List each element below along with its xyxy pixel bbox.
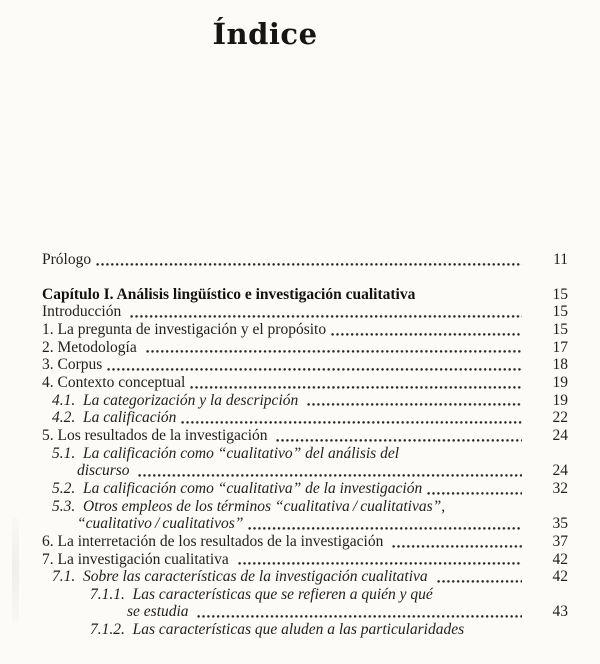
dot-leader [96,262,522,267]
dot-leader [248,526,522,531]
page-number: 35 [552,515,568,533]
page-number: 24 [552,426,568,444]
page-number: 15 [552,303,568,321]
toc-entry-text: 7. La investigación cualitativa [42,550,233,568]
dot-leader [438,596,522,601]
dot-leader [331,332,522,337]
toc-entry [42,251,568,269]
toc-entry-text: 7.1.1. Las características que se refieren a quién y qué [90,585,433,603]
page-number: 43 [552,603,568,621]
page-number: 19 [552,373,568,391]
toc-entry [42,303,568,321]
toc-entry-text: Introducción [42,303,126,321]
page-number: 15 [552,320,568,338]
dot-leader [276,438,522,443]
dot-leader [138,473,522,478]
page-number: 24 [552,462,568,480]
toc-entry-text: 5.3. Otros empleos de los términos “cualitativa / cualitativas”, [52,497,446,515]
title-wrap [0,15,530,53]
dot-leader [146,349,522,354]
page-number: 37 [552,532,568,550]
page-title: Índice [212,17,318,51]
toc-entry-text: 3. Corpus [42,356,103,374]
toc-entry-text: 6. La interretación de los resultados de la investigación [42,532,388,550]
dot-leader [420,296,522,301]
page-number: 17 [552,338,568,356]
dot-leader [107,367,522,372]
toc-entry [42,339,568,357]
toc-entry-text: 2. Metodología [42,338,141,356]
toc-entry [42,533,568,551]
dot-leader [130,314,522,319]
dot-leader [238,561,522,566]
toc-entry [42,392,568,410]
toc-entry-text: Prólogo [42,251,92,268]
toc-entry [42,480,568,498]
toc-entry-text: 5. Los resultados de la investigación [42,426,272,444]
toc-list [42,251,568,639]
toc-entry [42,586,568,604]
dot-leader [450,508,522,513]
dot-leader [469,632,522,637]
toc-entry [42,445,568,463]
toc-entry [42,603,568,621]
page-number: 42 [552,550,568,568]
toc-entry [42,621,568,639]
toc-entry-text: 5.2. La calificación como “cualitativa” de la investigación [52,479,423,497]
toc-entry [42,551,568,569]
toc-entry [42,568,568,586]
page-number: 19 [552,391,568,409]
page-number: 11 [553,251,568,268]
page-number: 15 [552,285,568,303]
dot-leader [197,614,522,619]
toc-entry [42,286,568,304]
toc-entry [42,427,568,445]
toc-entry [42,356,568,374]
toc-entry-text: 4.1. La categorización y la descripción [52,391,303,409]
dot-leader [190,385,522,390]
page-number: 32 [552,479,568,497]
page-number: 22 [552,409,568,427]
page-number: 18 [552,356,568,374]
toc-entry [42,515,568,533]
dot-leader [427,491,522,496]
toc-entry-text: 7.1. Sobre las características de la investigación cualitativa [52,568,432,586]
page-number: 42 [552,568,568,586]
toc-entry-text: 1. La pregunta de investigación y el propósito [42,320,327,338]
toc-entry [42,498,568,516]
toc-entry-text: discurso [77,462,134,480]
toc-entry-text: 4.2. La calificación [52,409,177,427]
dot-leader [392,544,522,549]
toc-entry-text: Capítulo I. Análisis lingüístico e investigación cualitativa [42,285,416,303]
toc-entry-text: 7.1.2. Las características que aluden a las particularidades [90,621,465,639]
dot-leader [307,402,522,407]
toc-entry-text: 5.1. La calificación como “cualitativo” del análisis del [52,444,400,462]
scan-artifact [12,518,19,623]
dot-leader [404,455,522,460]
toc-entry [42,374,568,392]
dot-leader [437,579,522,584]
toc-entry [42,409,568,427]
toc-entry-text: “cualitativo / cualitativos” [77,515,244,533]
toc-entry-text: se estudia [127,603,193,621]
dot-leader [181,420,522,425]
toc-entry [42,321,568,339]
toc-entry-text: 4. Contexto conceptual [42,373,186,391]
toc-entry [42,462,568,480]
